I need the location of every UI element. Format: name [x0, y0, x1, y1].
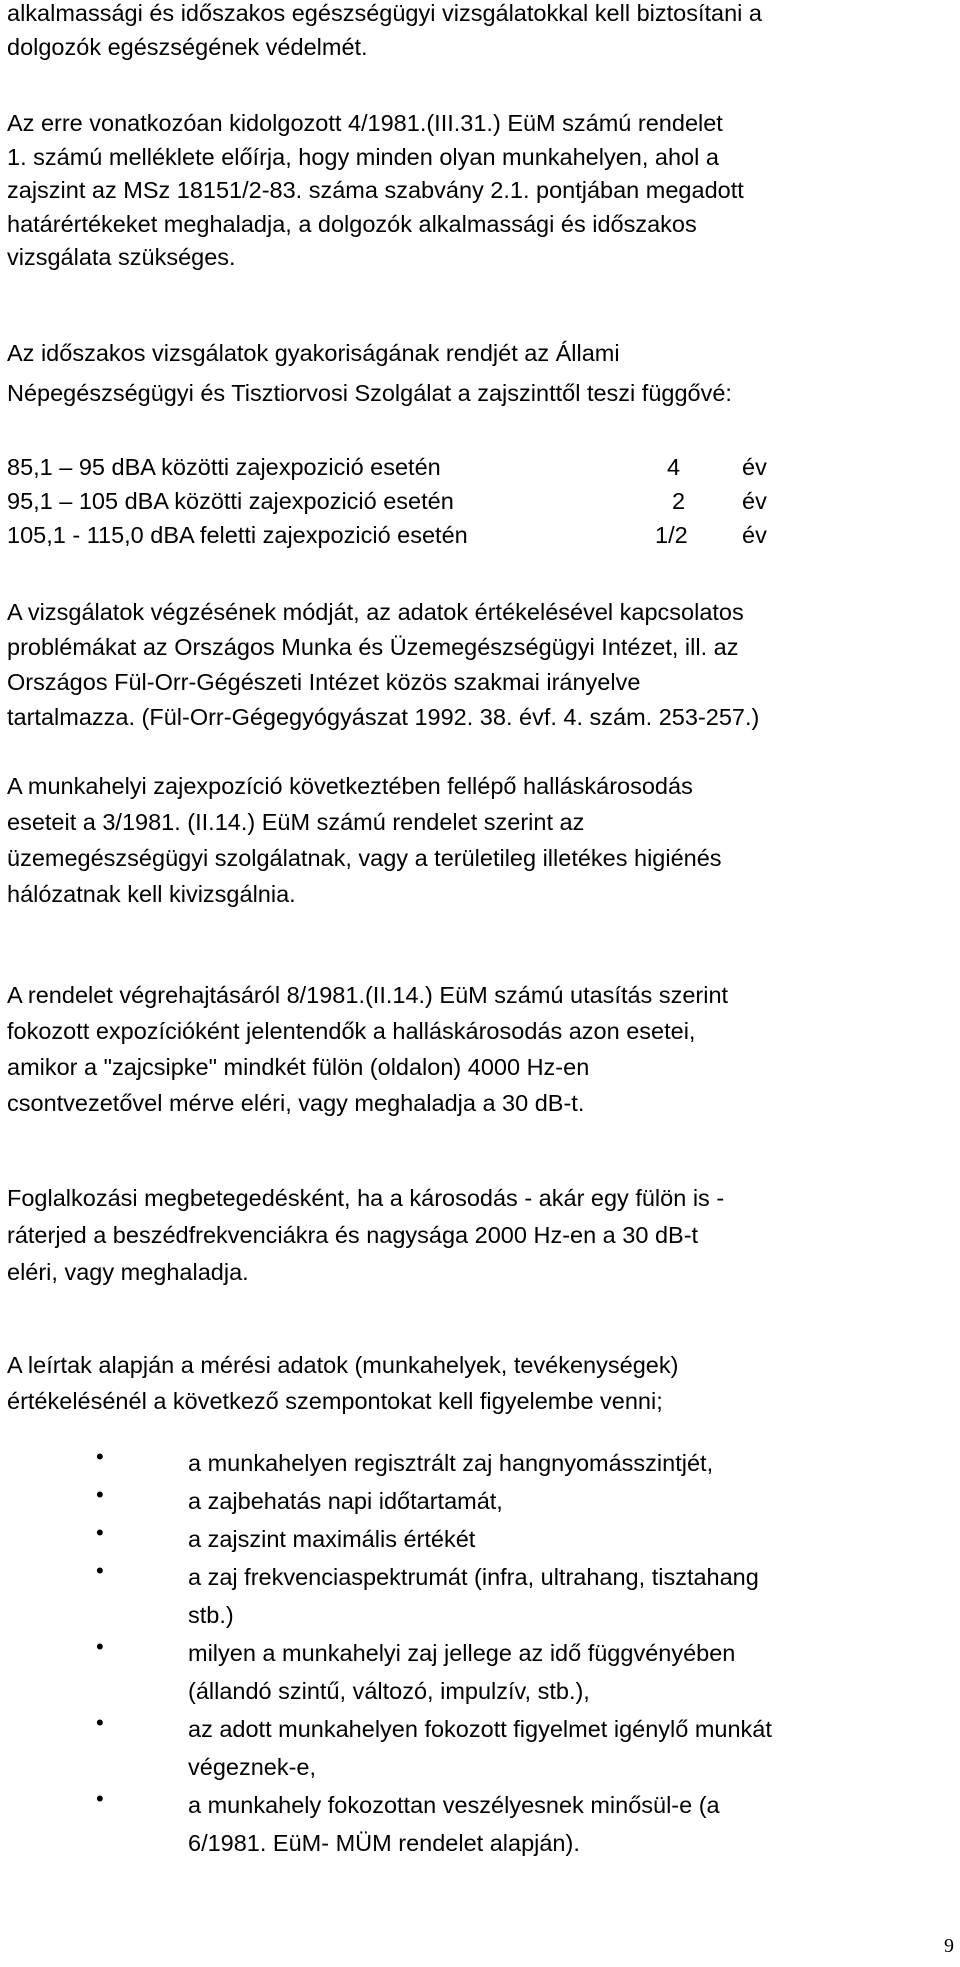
paragraph-decree-requirements [7, 107, 952, 275]
paragraph-health-checks-intro [7, 0, 952, 64]
text-line: A vizsgálatok végzésének módját, az adatok értékelésével kapcsolatos [7, 599, 744, 625]
list-item-text [188, 1520, 475, 1558]
page-number: 9 [944, 1935, 954, 1957]
text-line: 1. számú melléklete előírja, hogy minden olyan munkahelyen, ahol a [7, 143, 719, 170]
text-line: milyen a munkahelyi zaj jellege az idő függvényében [188, 1640, 736, 1666]
paragraph-occupational-disease [7, 1180, 952, 1291]
text-line: hálózatnak kell kivizsgálnia. [7, 881, 296, 907]
exposure-row [7, 454, 952, 488]
list-item-text [188, 1634, 735, 1710]
text-line: végeznek-e, [188, 1754, 317, 1780]
exposure-range: 85,1 – 95 dBA közötti zajexpozició esetén [7, 454, 441, 480]
exposure-interval: 2 [672, 488, 686, 514]
text-line: amikor a "zajcsipke" mindkét fülön (oldalon) 4000 Hz-en [7, 1054, 590, 1080]
text-line: határértékeket meghaladja, a dolgozók alkalmassági és időszakos [7, 210, 697, 237]
list-item-text [188, 1558, 759, 1634]
exposure-row [7, 522, 952, 556]
text-line: stb.) [188, 1602, 234, 1628]
text-line: a zajszint maximális értékét [188, 1526, 476, 1552]
exposure-unit: év [742, 454, 767, 480]
text-line: tartalmazza. (Fül-Orr-Gégegyógyászat 1992. 38. évf. 4. szám. 253-257.) [7, 704, 760, 730]
paragraph-evaluation-criteria [7, 1347, 952, 1419]
text-line: az adott munkahelyen fokozott figyelmet igénylő munkát [188, 1716, 772, 1742]
exposure-unit: év [742, 522, 767, 548]
text-line: problémákat az Országos Munka és Üzemegészségügyi Intézet, ill. az [7, 634, 739, 660]
text-line: ráterjed a beszédfrekvenciákra és nagysága 2000 Hz-en a 30 dB-t [7, 1222, 699, 1248]
text-line: alkalmassági és időszakos egészségügyi vizsgálatokkal kell biztosítani a [7, 0, 762, 26]
exposure-frequency-table [7, 454, 952, 556]
text-line: dolgozók egészségének védelmét. [7, 33, 368, 60]
bullet-icon: • [96, 1558, 104, 1583]
text-line: a zaj frekvenciaspektrumát (infra, ultrahang, tisztahang [188, 1564, 759, 1590]
text-line: üzemegészségügyi szolgálatnak, vagy a területileg illetékes higiénés [7, 845, 722, 871]
text-line: A munkahelyi zajexpozíció következtében fellépő halláskárosodás [7, 773, 693, 799]
text-line: csontvezetővel mérve eléri, vagy meghaladja a 30 dB-t. [7, 1090, 585, 1116]
text-line: értékelésénél a következő szempontokat kell figyelembe venni; [7, 1388, 663, 1414]
text-line: Népegészségügyi és Tisztiorvosi Szolgálat a zajszinttől teszi függővé: [7, 380, 732, 406]
exposure-row [7, 488, 952, 522]
text-line: a zajbehatás napi időtartamát, [188, 1488, 503, 1514]
text-line: a munkahelyen regisztrált zaj hangnyomásszintjét, [188, 1450, 714, 1476]
bullet-icon: • [96, 1786, 104, 1811]
list-item-text [188, 1786, 720, 1862]
bullet-icon: • [96, 1444, 104, 1469]
list-item-text [188, 1482, 503, 1520]
text-line: eléri, vagy meghaladja. [7, 1259, 249, 1285]
text-line: (állandó szintű, változó, impulzív, stb.), [188, 1678, 590, 1704]
list-item-text [188, 1710, 772, 1786]
list-item-text [188, 1444, 713, 1482]
text-line: vizsgálata szükséges. [7, 244, 236, 270]
text-line: Az időszakos vizsgálatok gyakoriságának rendjét az Állami [7, 340, 620, 366]
paragraph-reporting-rules [7, 977, 952, 1121]
exposure-interval: 4 [667, 454, 681, 480]
text-line: Országos Fül-Orr-Gégészeti Intézet közös szakmai irányelve [7, 669, 641, 695]
exposure-range: 105,1 - 115,0 dBA feletti zajexpozició esetén [7, 522, 468, 548]
text-line: eseteit a 3/1981. (II.14.) EüM számú rendelet szerint az [7, 809, 585, 835]
exposure-range: 95,1 – 105 dBA közötti zajexpozició esetén [7, 488, 454, 514]
paragraph-methodology [7, 595, 952, 735]
exposure-interval: 1/2 [655, 522, 688, 548]
exposure-unit: év [742, 488, 767, 514]
bullet-icon: • [96, 1634, 104, 1659]
text-line: Az erre vonatkozóan kidolgozott 4/1981.(III.31.) EüM számú rendelet [7, 110, 723, 136]
bullet-icon: • [96, 1710, 104, 1735]
bullet-icon: • [96, 1482, 104, 1507]
text-line: A leírtak alapján a mérési adatok (munkahelyek, tevékenységek) [7, 1352, 679, 1378]
text-line: a munkahely fokozottan veszélyesnek minősül-e (a [188, 1792, 720, 1818]
bullet-icon: • [96, 1520, 104, 1545]
paragraph-exam-frequency-intro [7, 333, 952, 413]
text-line: zajszint az MSz 18151/2-83. száma szabvány 2.1. pontjában megadott [7, 177, 744, 203]
text-line: Foglalkozási megbetegedésként, ha a károsodás - akár egy fülön is - [7, 1185, 725, 1211]
text-line: A rendelet végrehajtásáról 8/1981.(II.14.) EüM számú utasítás szerint [7, 982, 729, 1008]
paragraph-hearing-loss-investigation [7, 768, 952, 912]
text-line: fokozott expozícióként jelentendők a halláskárosodás azon esetei, [7, 1018, 696, 1044]
text-line: 6/1981. EüM- MÜM rendelet alapján). [188, 1830, 580, 1856]
